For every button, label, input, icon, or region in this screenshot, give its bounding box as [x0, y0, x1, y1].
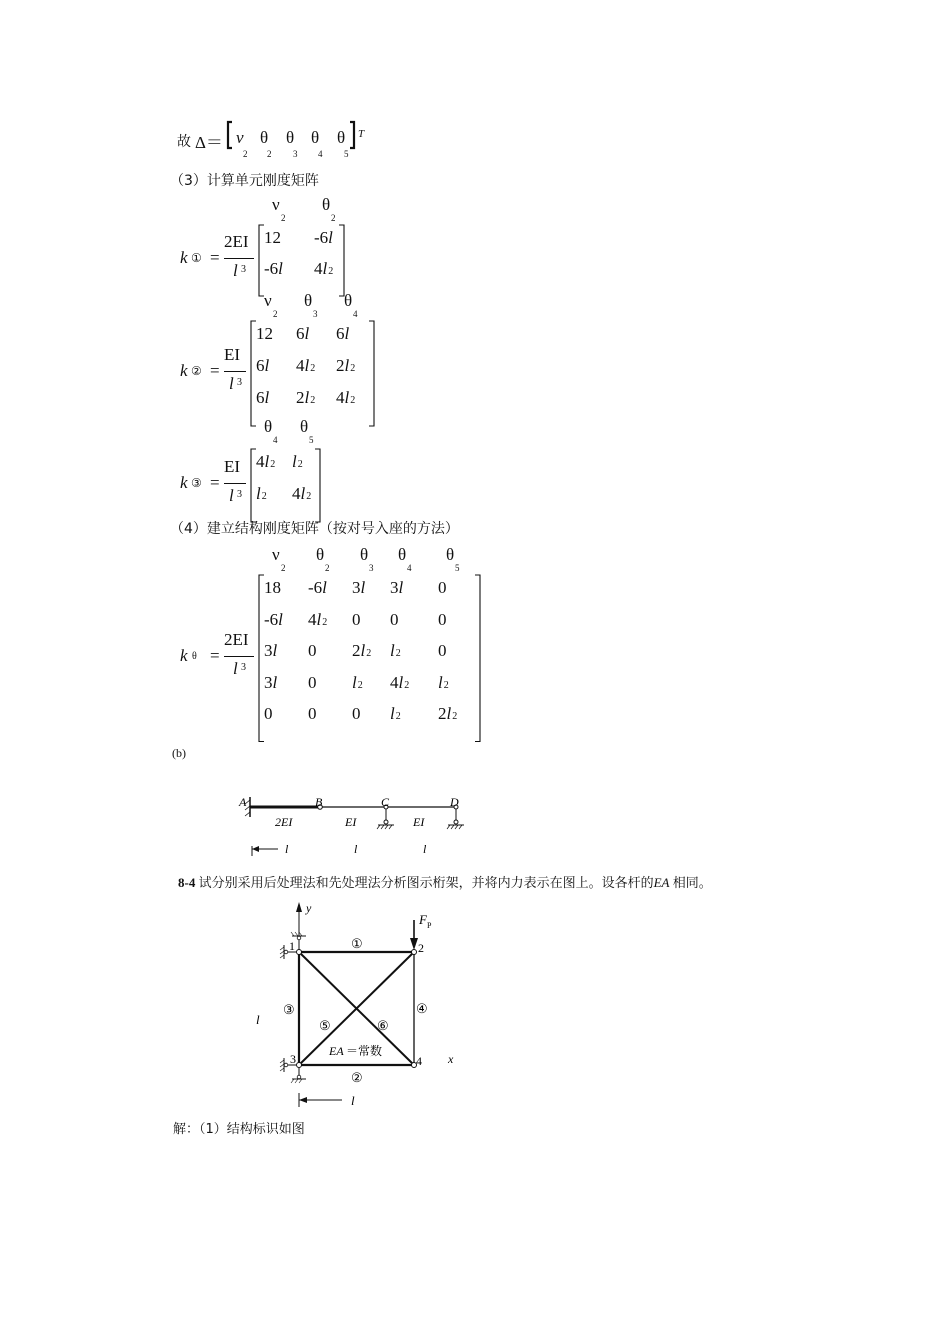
matrix-cell: 6l	[296, 324, 310, 343]
length-label-2: l	[354, 842, 358, 856]
coefficient-denominator: l	[233, 658, 238, 678]
column-header-dof: ν	[272, 195, 280, 214]
column-header-subscript: 3	[369, 563, 374, 573]
delta-prefix: 故	[177, 134, 191, 150]
matrix-cell: 0	[438, 641, 447, 660]
delta-entry-subscript: 5	[344, 149, 349, 159]
stiffness-symbol: k	[180, 248, 188, 267]
height-label: l	[256, 1012, 260, 1027]
node-label-b: B	[315, 795, 323, 809]
member-label-5: ⑤	[319, 1018, 331, 1033]
delta-entry-subscript: 3	[293, 149, 298, 159]
member-label-1: ①	[351, 936, 363, 951]
member-label-4: ④	[416, 1001, 428, 1016]
fraction-bar	[224, 656, 254, 657]
matrix-cell: 12	[264, 228, 281, 247]
problem-text-a: 试分别采用后处理法和先处理法分析图示桁架，并将内力表示在图上。设各杆的	[198, 876, 654, 891]
matrix-cell: 4l2	[336, 388, 356, 407]
matrix-cell: 6l	[256, 356, 270, 375]
matrix-cell: 2l2	[438, 704, 458, 723]
problem-text-ea: EA	[653, 875, 670, 890]
coefficient-denominator-exponent: 3	[241, 264, 246, 275]
column-header-subscript: 2	[325, 563, 330, 573]
column-header-subscript: 3	[313, 309, 318, 319]
column-header-dof: θ	[398, 545, 407, 564]
delta-entry: ν	[236, 128, 244, 147]
column-header-subscript: 5	[309, 435, 314, 445]
matrix-cell: 6l	[256, 388, 270, 407]
fraction-bar	[224, 258, 254, 259]
problem-statement	[178, 872, 712, 891]
delta-entry: θ	[286, 128, 295, 147]
matrix-cell: 12	[256, 324, 273, 343]
ea-label: EA	[329, 1044, 344, 1058]
matrix-cell: 2l2	[336, 356, 356, 375]
node-number-4: 4	[416, 1054, 422, 1068]
matrix-cell: 4l2	[292, 484, 312, 503]
matrix-cell: l2	[256, 484, 267, 503]
delta-entry-subscript: 2	[267, 149, 272, 159]
matrix-cell: 3l	[352, 578, 366, 597]
coefficient-denominator: l	[233, 261, 238, 280]
matrix-cell: 3l	[264, 641, 278, 660]
x-axis-label: x	[448, 1052, 454, 1066]
column-header-subscript: 2	[331, 213, 336, 223]
step3-heading: （3）计算单元刚度矩阵	[170, 173, 319, 189]
stiffness-label-bc: EI	[345, 815, 357, 829]
matrix-cell: 4l2	[256, 452, 276, 471]
coefficient-numerator: EI	[224, 345, 241, 364]
stiffness-symbol: k	[180, 645, 188, 665]
continuous-beam-figure	[230, 790, 490, 860]
stiffness-label-cd: EI	[413, 815, 425, 829]
delta-entry-subscript: 2	[243, 149, 248, 159]
stiffness-subscript: θ	[192, 650, 197, 662]
element-number: ③	[191, 476, 202, 490]
coefficient-numerator: EI	[224, 457, 241, 476]
matrix-cell: 0	[390, 609, 399, 629]
step4-heading: （4）建立结构刚度矩阵（按对号入座的方法）	[170, 521, 459, 537]
matrix-cell: 0	[438, 578, 447, 597]
matrix-cell: 3l	[390, 578, 404, 597]
length-label-1: l	[285, 842, 289, 856]
problem-text-b: 相同。	[672, 876, 712, 891]
column-header-dof: θ	[300, 417, 309, 436]
equals-sign: =	[210, 645, 220, 665]
column-header-subscript: 4	[353, 309, 358, 319]
column-header-dof: θ	[344, 291, 353, 310]
delta-entry: θ	[311, 128, 320, 147]
delta-entry-subscript: 4	[318, 149, 323, 159]
column-header-subscript: 5	[455, 563, 460, 573]
y-axis-label: y	[306, 901, 312, 915]
coefficient-denominator-exponent: 3	[237, 377, 242, 388]
column-header-subscript: 4	[273, 435, 278, 445]
column-header-dof: θ	[316, 545, 325, 564]
matrix-cell: 0	[308, 641, 317, 660]
coefficient-denominator-exponent: 3	[241, 661, 246, 673]
node-number-3: 3	[290, 1052, 296, 1066]
column-header-dof: θ	[446, 545, 455, 564]
column-header-subscript: 4	[407, 563, 412, 573]
matrix-cell: 0	[438, 609, 447, 629]
equals-sign: =	[210, 248, 220, 267]
matrix-cell: 2l2	[352, 641, 372, 660]
matrix-cell: 0	[352, 609, 361, 629]
load-label: F	[419, 912, 427, 927]
stiffness-symbol: k	[180, 473, 188, 492]
coefficient-numerator: 2EI	[224, 629, 249, 649]
matrix-cell: 0	[308, 672, 317, 692]
matrix-cell: l2	[390, 704, 401, 723]
matrix-cell: -6l	[314, 228, 333, 247]
matrix-cell: -6l	[264, 609, 283, 629]
matrix-cell: 6l	[336, 324, 350, 343]
matrix-cell: l2	[390, 641, 401, 660]
fraction-bar	[224, 483, 246, 484]
matrix-cell: 4l2	[308, 609, 328, 629]
element-number: ②	[191, 364, 202, 378]
matrix-cell: 2l2	[296, 388, 316, 407]
column-header-subscript: 2	[281, 213, 286, 223]
column-header-subscript: 2	[281, 563, 286, 573]
solution-heading: 解：（1）结构标识如图	[173, 1122, 305, 1137]
coefficient-numerator: 2EI	[224, 232, 249, 251]
stiffness-label-ab: 2EI	[275, 815, 293, 829]
equals-sign: =	[210, 473, 220, 492]
delta-transpose-superscript: T	[358, 128, 365, 140]
matrix-cell: l2	[292, 452, 303, 471]
column-header-subscript: 2	[273, 309, 278, 319]
element-number: ①	[191, 251, 202, 265]
member-label-6: ⑥	[377, 1018, 389, 1033]
coefficient-denominator: l	[229, 486, 234, 505]
member-label-3: ③	[283, 1002, 295, 1017]
coefficient-denominator-exponent: 3	[237, 489, 242, 500]
matrix-cell: l2	[352, 672, 363, 692]
column-header-dof: θ	[264, 417, 273, 436]
matrix-cell: 3l	[264, 672, 278, 692]
delta-equals: Δ＝	[195, 133, 223, 152]
problem-number: 8-4	[178, 875, 196, 890]
node-label-c: C	[381, 795, 390, 809]
ea-constant: ＝常数	[346, 1044, 383, 1058]
matrix-cell: 0	[308, 704, 317, 723]
node-label-a: A	[239, 795, 247, 809]
matrix-cell: 18	[264, 578, 281, 597]
width-label: l	[351, 1093, 355, 1108]
matrix-cell: 4l2	[390, 672, 410, 692]
member-label-2: ②	[351, 1070, 363, 1085]
column-header-dof: θ	[322, 195, 331, 214]
node-number-1: 1	[289, 939, 295, 953]
node-number-2: 2	[418, 941, 424, 955]
matrix-cell: 0	[352, 704, 361, 723]
column-header-dof: θ	[360, 545, 369, 564]
matrix-cell: -6l	[264, 259, 283, 278]
figure-b-label: (b)	[172, 746, 186, 760]
delta-entry: θ	[337, 128, 346, 147]
node-label-d: D	[450, 795, 459, 809]
matrix-cell: -6l	[308, 578, 327, 597]
coefficient-denominator: l	[229, 374, 234, 393]
delta-entry: θ	[260, 128, 269, 147]
matrix-cell: l2	[438, 672, 449, 692]
stiffness-symbol: k	[180, 361, 188, 380]
column-header-dof: θ	[304, 291, 313, 310]
column-header-dof: ν	[272, 545, 280, 564]
column-header-dof: ν	[264, 291, 272, 310]
truss-figure	[250, 900, 470, 1115]
matrix-cell: 4l2	[296, 356, 316, 375]
equals-sign: =	[210, 361, 220, 380]
length-label-3: l	[423, 842, 427, 856]
matrix-cell: 4l2	[314, 259, 334, 278]
matrix-cell: 0	[264, 704, 273, 723]
load-label-subscript: P	[427, 921, 432, 930]
fraction-bar	[224, 371, 246, 372]
